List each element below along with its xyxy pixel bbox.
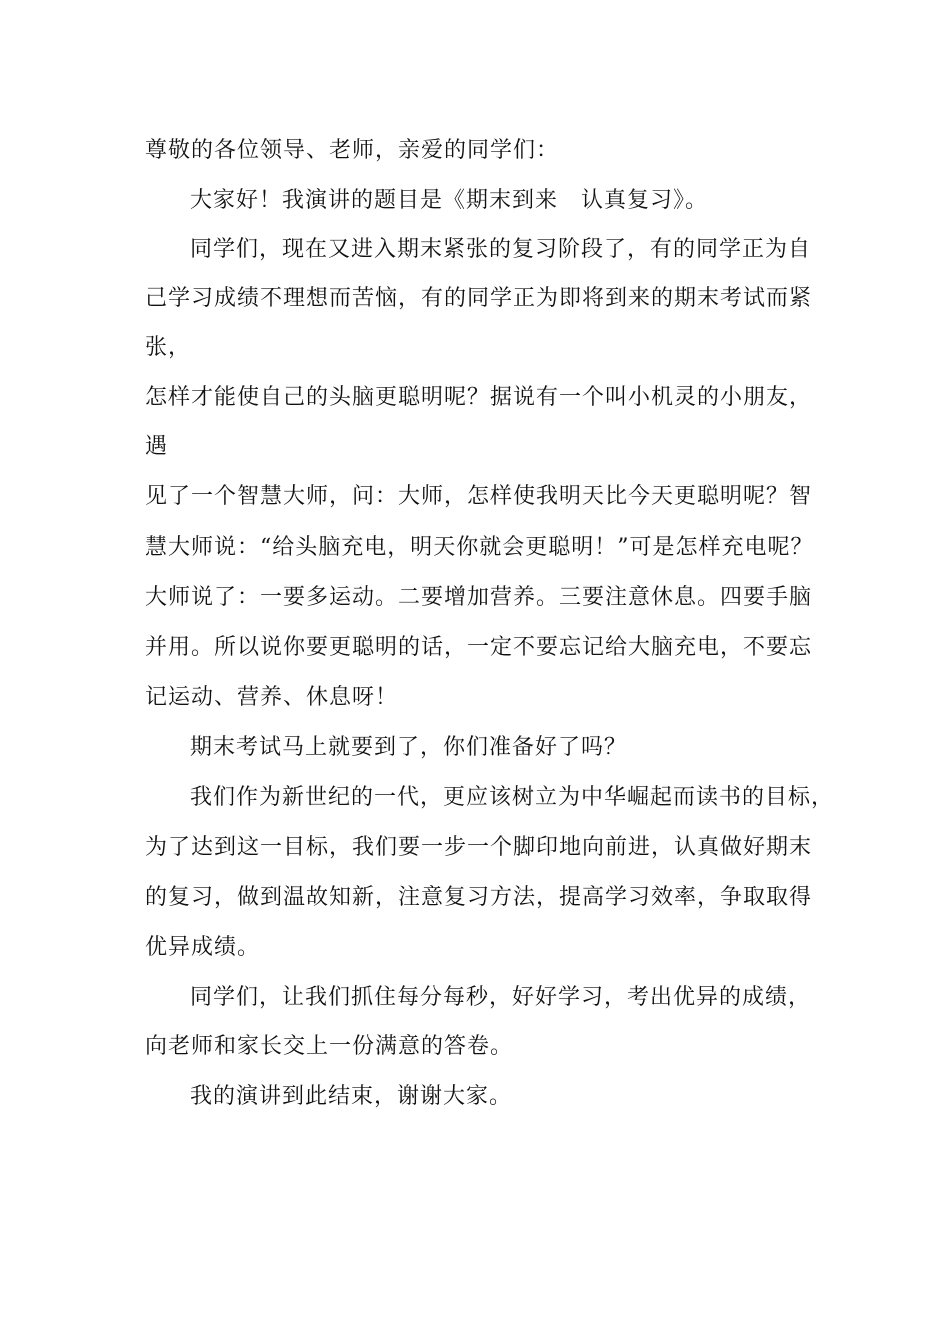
text-line: 遇: [145, 434, 169, 459]
text-line: 大师说了：一要多运动。二要增加营养。三要注意休息。四要手脑: [145, 585, 813, 610]
text-line: 我们作为新世纪的一代，更应该树立为中华崛起而读书的目标，: [190, 785, 835, 810]
text-line: 记运动、营养、休息呀！: [145, 685, 399, 710]
closing-line: 我的演讲到此结束，谢谢大家。: [190, 1084, 513, 1109]
text-line: 己学习成绩不理想而苦恼，有的同学正为即将到来的期末考试而紧: [145, 286, 813, 311]
text-line: 慧大师说：“给头脑充电，明天你就会更聪明！”可是怎样充电呢？: [145, 535, 814, 560]
text-line: 期末考试马上就要到了，你们准备好了吗？: [190, 735, 628, 760]
text-line: 向老师和家长交上一份满意的答卷。: [145, 1034, 514, 1059]
text-line: 同学们，让我们抓住每分每秒，好好学习，考出优异的成绩，: [190, 985, 812, 1010]
text-line: 优异成绩。: [145, 935, 261, 960]
greeting-line: 大家好！我演讲的题目是《期末到来 认真复习》。: [190, 188, 709, 213]
text-line: 为了达到这一目标，我们要一步一个脚印地向前进，认真做好期末: [145, 835, 813, 860]
text-line: 同学们，现在又进入期末紧张的复习阶段了，有的同学正为自: [190, 237, 812, 262]
text-line: 见了一个智慧大师，问：大师，怎样使我明天比今天更聪明呢？智: [145, 484, 813, 509]
text-line: 的复习，做到温故知新，注意复习方法，提高学习效率，争取取得: [145, 885, 813, 910]
text-line: 怎样才能使自己的头脑更聪明呢？据说有一个叫小机灵的小朋友，: [145, 385, 813, 410]
salutation-line: 尊敬的各位领导、老师，亲爱的同学们：: [145, 138, 560, 163]
text-line: 张，: [145, 335, 192, 360]
text-line: 并用。所以说你要更聪明的话，一定不要忘记给大脑充电，不要忘: [145, 635, 813, 660]
